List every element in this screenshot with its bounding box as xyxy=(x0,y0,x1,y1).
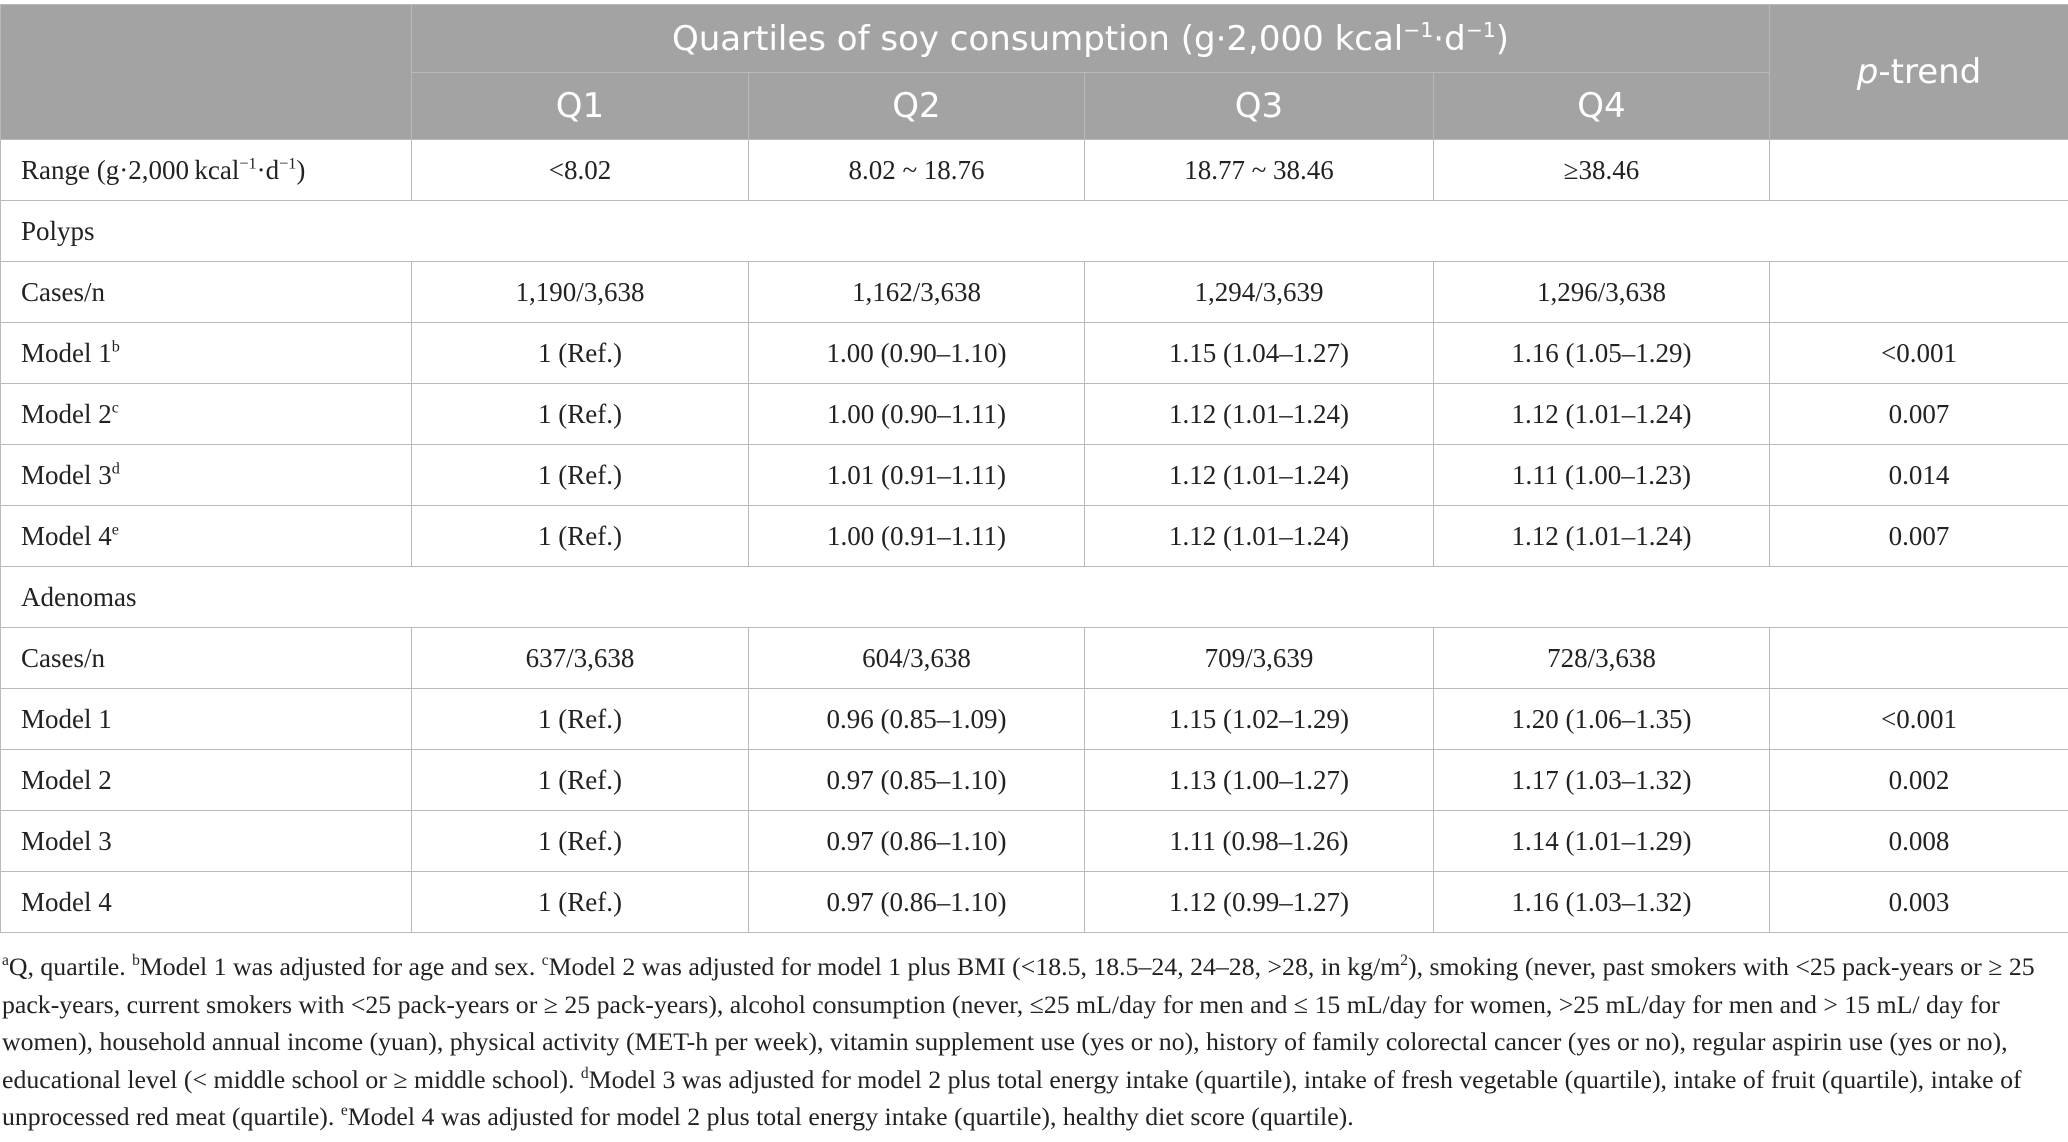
data-cell: 1.13 (1.00–1.27) xyxy=(1085,750,1434,811)
data-cell: 1 (Ref.) xyxy=(412,750,749,811)
footnote-text: Model 3 was adjusted for model 2 plus total energy intake (quartile), intake of fresh vegetable (quartile), intake of fruit (quartile), intake of unprocessed red meat (quartile). xyxy=(2,1064,2022,1131)
footnote-text: Model 4 was adjusted for model 2 plus total energy intake (quartile), healthy diet score (quartile). xyxy=(347,1102,1354,1131)
row-label xyxy=(1,872,412,933)
data-cell: 1,296/3,638 xyxy=(1434,262,1770,323)
table-row xyxy=(1,384,2068,445)
range-cell: 8.02 ~ 18.76 xyxy=(749,140,1085,201)
row-label-text: Model 2 xyxy=(21,398,112,429)
row-label xyxy=(1,445,412,506)
table-row xyxy=(1,628,2068,689)
footnote-marker: d xyxy=(580,1064,589,1082)
section-row xyxy=(1,201,2068,262)
range-label-mid: ·d xyxy=(256,154,280,185)
data-cell: 1.11 (1.00–1.23) xyxy=(1434,445,1770,506)
header-quartile: Q2 xyxy=(749,73,1085,140)
footnote-marker: e xyxy=(340,1101,348,1119)
data-cell: 1 (Ref.) xyxy=(412,811,749,872)
range-label-suffix: ) xyxy=(296,154,306,185)
data-cell: 1.12 (1.01–1.24) xyxy=(1085,445,1434,506)
data-cell: 1.12 (1.01–1.24) xyxy=(1434,384,1770,445)
results-table xyxy=(0,4,2068,933)
data-cell: 604/3,638 xyxy=(749,628,1085,689)
footnote-marker: d xyxy=(111,458,120,477)
header-empty-cell xyxy=(1,5,412,140)
row-label xyxy=(1,506,412,567)
footnote-text: Model 1 was adjusted for age and sex. xyxy=(139,952,542,981)
footnote-text: Q, quartile. xyxy=(8,952,133,981)
data-cell: 1.16 (1.03–1.32) xyxy=(1434,872,1770,933)
data-cell: 1 (Ref.) xyxy=(412,323,749,384)
data-cell: 1.14 (1.01–1.29) xyxy=(1434,811,1770,872)
footnote-marker: b xyxy=(111,336,120,355)
data-cell: 1 (Ref.) xyxy=(412,872,749,933)
p-trend-cell: 0.007 xyxy=(1770,506,2068,567)
section-title: Adenomas xyxy=(1,567,2068,628)
range-cell: <8.02 xyxy=(412,140,749,201)
footnote-text: ), smoking (never, past smokers with <25 pack-years or ≥ 25 pack-years, current smokers with <25 pack-years or ≥ 25 pack-years), alcohol consumption (never, ≤25 mL/day for men and ≤ 15 mL/day for women, >25 mL/day for men and > 15 mL/ day for women), household annual income (yuan), physical activity (MET-h per week), vitamin supplement use (yes or no), history of family colorectal cancer (yes or no), regular aspirin use (yes or no), educational level (< middle school or ≥ middle school). xyxy=(2,952,2035,1094)
data-cell: 1 (Ref.) xyxy=(412,384,749,445)
range-label-exp: −1 xyxy=(239,153,257,172)
data-cell: 1.12 (1.01–1.24) xyxy=(1085,384,1434,445)
range-label-exp: −1 xyxy=(279,153,297,172)
data-cell: 1.15 (1.02–1.29) xyxy=(1085,689,1434,750)
data-cell: 728/3,638 xyxy=(1434,628,1770,689)
row-label-text: Model 4 xyxy=(21,886,112,917)
table-footnote xyxy=(2,948,2062,1136)
data-cell: 1,294/3,639 xyxy=(1085,262,1434,323)
row-label xyxy=(1,262,412,323)
header-quartile: Q3 xyxy=(1085,73,1434,140)
row-label xyxy=(1,628,412,689)
row-label-text: Model 1 xyxy=(21,703,112,734)
section-title: Polyps xyxy=(1,201,2068,262)
data-cell: 1.12 (1.01–1.24) xyxy=(1434,506,1770,567)
range-row xyxy=(1,140,2068,201)
data-cell: 1.11 (0.98–1.26) xyxy=(1085,811,1434,872)
data-cell: 1.20 (1.06–1.35) xyxy=(1434,689,1770,750)
table-row xyxy=(1,750,2068,811)
p-trend-cell: 0.002 xyxy=(1770,750,2068,811)
table-row xyxy=(1,689,2068,750)
data-cell: 0.97 (0.86–1.10) xyxy=(749,811,1085,872)
data-cell: 1 (Ref.) xyxy=(412,689,749,750)
footnote-marker: 2 xyxy=(1400,951,1409,969)
row-label xyxy=(1,750,412,811)
data-cell: 1.16 (1.05–1.29) xyxy=(1434,323,1770,384)
table-row xyxy=(1,872,2068,933)
data-cell: 0.96 (0.85–1.09) xyxy=(749,689,1085,750)
footnote-marker: c xyxy=(541,951,549,969)
data-cell: 1,162/3,638 xyxy=(749,262,1085,323)
data-cell: 709/3,639 xyxy=(1085,628,1434,689)
row-label-text: Model 4 xyxy=(21,520,112,551)
range-cell: 18.77 ~ 38.46 xyxy=(1085,140,1434,201)
table-row xyxy=(1,811,2068,872)
row-label-text: Model 3 xyxy=(21,825,112,856)
footnote-marker: e xyxy=(111,519,119,538)
data-cell: 1.00 (0.90–1.11) xyxy=(749,384,1085,445)
table-row xyxy=(1,262,2068,323)
header-quartile: Q1 xyxy=(412,73,749,140)
p-trend-cell xyxy=(1770,628,2068,689)
row-label-text: Cases/n xyxy=(21,642,105,673)
data-cell: 637/3,638 xyxy=(412,628,749,689)
p-trend-cell: <0.001 xyxy=(1770,323,2068,384)
row-label xyxy=(1,384,412,445)
data-cell: 1.01 (0.91–1.11) xyxy=(749,445,1085,506)
data-cell: 1.00 (0.91–1.11) xyxy=(749,506,1085,567)
row-label xyxy=(1,323,412,384)
data-cell: 1.12 (1.01–1.24) xyxy=(1085,506,1434,567)
data-cell: 0.97 (0.85–1.10) xyxy=(749,750,1085,811)
footnote-marker: c xyxy=(111,397,119,416)
table-row xyxy=(1,445,2068,506)
data-cell: 1.17 (1.03–1.32) xyxy=(1434,750,1770,811)
p-trend-cell xyxy=(1770,140,2068,201)
data-cell: 1.15 (1.04–1.27) xyxy=(1085,323,1434,384)
data-cell: 1,190/3,638 xyxy=(412,262,749,323)
footnote-marker: b xyxy=(132,951,140,969)
table-row xyxy=(1,506,2068,567)
header-p-trend: p-trend xyxy=(1770,5,2068,140)
range-cell: ≥38.46 xyxy=(1434,140,1770,201)
data-cell: 1.00 (0.90–1.10) xyxy=(749,323,1085,384)
data-cell: 1.12 (0.99–1.27) xyxy=(1085,872,1434,933)
row-label-text: Model 3 xyxy=(21,459,112,490)
p-trend-cell: <0.001 xyxy=(1770,689,2068,750)
p-trend-cell: 0.014 xyxy=(1770,445,2068,506)
p-trend-cell: 0.008 xyxy=(1770,811,2068,872)
data-cell: 1 (Ref.) xyxy=(412,506,749,567)
header-quartile: Q4 xyxy=(1434,73,1770,140)
range-label-unit: kcal xyxy=(194,154,240,185)
header-quartiles-group: Quartiles of soy consumption (g·2,000 $kcal^{-1}\cdot d^{-1}$) xyxy=(412,5,1770,73)
row-label xyxy=(1,811,412,872)
table-row xyxy=(1,323,2068,384)
p-trend-cell xyxy=(1770,262,2068,323)
data-cell: 1 (Ref.) xyxy=(412,445,749,506)
section-row xyxy=(1,567,2068,628)
footnote-marker: a xyxy=(2,951,9,969)
p-trend-cell: 0.007 xyxy=(1770,384,2068,445)
row-label-text: Model 2 xyxy=(21,764,112,795)
row-label xyxy=(1,689,412,750)
row-label-text: Cases/n xyxy=(21,276,105,307)
row-label-text: Model 1 xyxy=(21,337,112,368)
footnote-text: Model 2 was adjusted for model 1 plus BMI (<18.5, 18.5–24, 24–28, >28, in kg/m xyxy=(548,952,1401,981)
range-label-prefix: Range (g·2,000 xyxy=(21,154,189,185)
row-label xyxy=(1,140,412,201)
p-trend-cell: 0.003 xyxy=(1770,872,2068,933)
data-cell: 0.97 (0.86–1.10) xyxy=(749,872,1085,933)
